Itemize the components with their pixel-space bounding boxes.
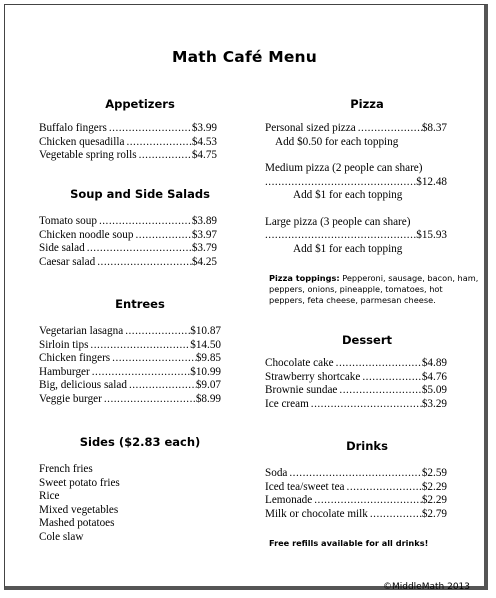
menu-item	[39, 352, 221, 366]
pizza-item	[265, 122, 447, 136]
menu-item	[39, 229, 217, 243]
menu-item	[39, 242, 217, 256]
item-name: Brownie sundae	[265, 384, 338, 396]
entrees-list	[39, 325, 221, 406]
toppings-label: Pizza toppings:	[269, 273, 340, 283]
drinks-heading: Drinks	[346, 439, 388, 453]
item-name: Personal sized pizza	[265, 122, 356, 134]
item-name: Lemonade	[265, 494, 313, 506]
item-name: Chicken noodle soup	[39, 228, 134, 241]
menu-page	[4, 4, 488, 590]
menu-item	[265, 371, 447, 385]
side-item: Sweet potato fries	[39, 476, 120, 489]
menu-item	[39, 136, 217, 150]
pizza-toppings	[269, 273, 481, 305]
item-name: Chicken fingers	[39, 352, 111, 364]
item-name: Vegetarian lasagna	[39, 325, 124, 337]
item-price: $3.89	[191, 215, 217, 227]
item-name: Hamburger	[39, 365, 90, 378]
item-name: Large pizza (3 people can share)	[265, 215, 411, 228]
side-item: Rice	[39, 490, 60, 502]
item-price: $4.53	[191, 135, 217, 148]
menu-item	[39, 325, 221, 339]
item-name: Strawberry shortcake	[265, 370, 361, 383]
item-price: $9.07	[195, 379, 221, 391]
item-price: $4.89	[421, 357, 447, 369]
menu-item	[265, 398, 447, 412]
side-item: French fries	[39, 463, 93, 475]
item-price: $12.48	[416, 175, 447, 188]
menu-item	[39, 215, 217, 229]
item-price: $10.87	[190, 325, 221, 337]
item-price: $2.79	[421, 507, 447, 520]
item-name: Medium pizza (2 people can share)	[265, 162, 423, 174]
item-price: $9.85	[195, 352, 221, 364]
item-name: Veggie burger	[39, 392, 102, 405]
item-name: Iced tea/sweet tea	[265, 480, 345, 493]
item-name: Vegetable spring rolls	[39, 149, 137, 161]
menu-item	[39, 393, 221, 407]
side-item: Cole slaw	[39, 530, 84, 543]
copyright-text: ©MiddleMath 2013	[382, 582, 470, 592]
pizza-item	[265, 229, 447, 243]
item-price: $3.97	[191, 228, 217, 241]
item-price: $4.25	[191, 255, 217, 268]
menu-item	[265, 494, 447, 508]
menu-title: Math Café Menu	[171, 48, 318, 66]
side-item: Mixed vegetables	[39, 503, 119, 516]
soup-list	[39, 215, 217, 269]
item-price: $14.50	[190, 338, 221, 351]
item-price: $2.59	[421, 467, 447, 479]
menu-item	[265, 481, 447, 495]
dessert-list	[265, 357, 447, 411]
pizza-item	[265, 176, 447, 190]
item-name: Tomato soup	[39, 215, 97, 227]
item-price: $15.93	[416, 229, 447, 241]
item-price: $8.99	[195, 392, 221, 405]
menu-item	[39, 149, 217, 163]
pizza-list	[265, 122, 447, 256]
menu-item	[265, 384, 447, 398]
item-price: $8.37	[421, 122, 447, 134]
appetizers-list	[39, 122, 217, 163]
menu-item	[39, 366, 221, 380]
item-name: Chicken quesadilla	[39, 135, 125, 148]
entrees-heading: Entrees	[115, 297, 165, 311]
refills-note: Free refills available for all drinks!	[269, 538, 429, 548]
topping-price: Add $1 for each topping	[293, 242, 403, 255]
item-price: $2.29	[421, 480, 447, 493]
menu-item	[265, 467, 447, 481]
item-name: Buffalo fingers	[39, 122, 107, 134]
menu-item	[39, 122, 217, 136]
item-name: Caesar salad	[39, 255, 96, 268]
item-name: Side salad	[39, 242, 85, 254]
appetizers-heading: Appetizers	[105, 97, 175, 111]
topping-price: Add $1 for each topping	[293, 189, 403, 201]
item-name: Sirloin tips	[39, 338, 89, 351]
item-name: Milk or chocolate milk	[265, 507, 368, 520]
menu-item	[39, 256, 217, 270]
side-item: Mashed potatoes	[39, 517, 115, 529]
dessert-heading: Dessert	[341, 333, 392, 347]
drinks-list	[265, 467, 447, 521]
toppings-text: Pepperoni, sausage, bacon, ham, peppers, onions, pineapple, tomatoes, hot peppers, feta cheese, parmesan cheese.	[269, 273, 479, 305]
item-name: Ice cream	[265, 397, 309, 410]
soup-heading: Soup and Side Salads	[70, 187, 210, 201]
menu-item	[39, 379, 221, 393]
item-price: $10.99	[190, 365, 221, 378]
item-name: Soda	[265, 467, 288, 479]
item-price: $2.29	[421, 494, 447, 506]
pizza-heading: Pizza	[350, 97, 384, 111]
sides-list	[39, 463, 217, 544]
item-price: $4.76	[421, 370, 447, 383]
item-price: $4.75	[191, 149, 217, 161]
item-name: Chocolate cake	[265, 357, 334, 369]
menu-item	[265, 357, 447, 371]
item-price: $3.29	[421, 397, 447, 410]
menu-item	[39, 339, 221, 353]
item-price: $5.09	[421, 384, 447, 396]
item-price: $3.99	[191, 122, 217, 134]
item-name: Big, delicious salad	[39, 379, 127, 391]
sides-heading: Sides ($2.83 each)	[79, 435, 201, 449]
menu-item	[265, 508, 447, 522]
item-price: $3.79	[191, 242, 217, 254]
topping-price: Add $0.50 for each topping	[275, 135, 399, 148]
